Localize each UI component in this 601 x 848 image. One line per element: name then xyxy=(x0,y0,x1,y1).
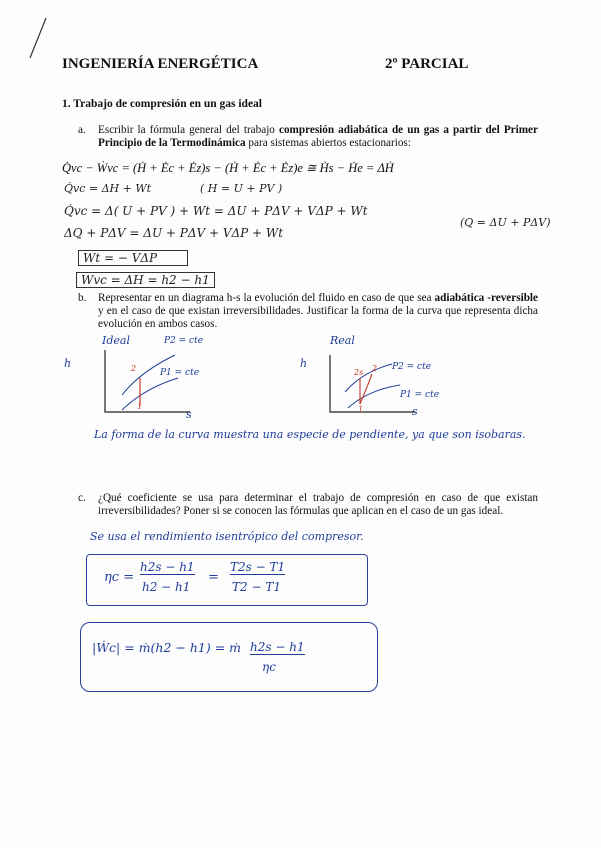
handwriting-c: Se usa el rendimiento isentrópico del compresor. xyxy=(90,530,364,543)
diagram-ideal-point1: 1 xyxy=(137,402,143,411)
question-b-marker: b. xyxy=(78,292,87,304)
eff-num2: T2s − T1 xyxy=(230,560,286,574)
diagram-ideal-point2: 2 xyxy=(131,364,137,373)
work-box xyxy=(80,622,378,692)
exam-title: 2º PARCIAL xyxy=(385,56,469,72)
diagram-ideal-p1: P1 = cte xyxy=(160,368,200,378)
question-c-marker: c. xyxy=(78,492,86,504)
diagram-real-p2: P2 = cte xyxy=(392,362,432,372)
handwriting-a-0: Q̇vc = ΔH + Wt xyxy=(64,182,152,195)
eff-den1: h2 − h1 xyxy=(142,580,191,594)
diagram-real-yaxis: h xyxy=(300,357,308,370)
diagram-ideal-xaxis: s xyxy=(186,408,192,421)
handwriting-b: La forma de la curva muestra una especie de pendiente, ya que son isobaras. xyxy=(94,428,526,441)
eff-eq: = xyxy=(208,570,219,585)
section-title: 1. Trabajo de compresión en un gas ideal xyxy=(62,98,262,110)
handwriting-a-5: Wt = − VΔP xyxy=(78,250,188,266)
handwriting-a-3: (Q = ΔU + PΔV) xyxy=(460,216,551,229)
question-b-text: Representar en un diagrama h-s la evolución del fluido en caso de que sea adiabática -reversible y en el caso de que existan irreversibilidades. Justificar la forma de la curva que representa dicha evolución en ambos casos. xyxy=(98,292,538,330)
question-a-text: Escribir la fórmula general del trabajo compresión adiabática de un gas a partir del Primer Principio de la Termodinámica para sistemas abiertos estacionarios: xyxy=(98,124,538,149)
handwriting-a-4: ΔQ + PΔV = ΔU + PΔV + VΔP + Wt xyxy=(64,226,284,240)
diagram-real-point2: 2 xyxy=(372,364,378,373)
handwriting-a-2: Q̇vc = Δ( U + PV ) + Wt = ΔU + PΔV + VΔP + Wt xyxy=(64,204,368,218)
work-den: ηc xyxy=(262,660,276,674)
eff-num1: h2s − h1 xyxy=(140,560,195,574)
diagram-real-title: Real xyxy=(330,334,355,347)
question-c-text: ¿Qué coeficiente se usa para determinar el trabajo de compresión en caso de que existan irreversibilidades? Poner si se conocen las fórmulas que aplican en el caso de un gas ideal. xyxy=(98,492,538,517)
handwriting-a-6: Wvc = ΔH = h2 − h1 xyxy=(76,272,215,288)
eff-lhs: ηc = xyxy=(104,570,135,585)
diagram-ideal-title: Ideal xyxy=(102,334,130,347)
diagram-real-p1: P1 = cte xyxy=(400,390,440,400)
diagram-ideal-yaxis: h xyxy=(64,357,72,370)
handwriting-a-1: ( H = U + PV ) xyxy=(200,182,283,195)
diagram-ideal-p2: P2 = cte xyxy=(164,336,204,346)
diagram-real-point1: 1 xyxy=(358,405,364,414)
diagram-real-point2s: 2s xyxy=(354,368,364,377)
course-title: INGENIERÍA ENERGÉTICA xyxy=(62,56,259,72)
first-law-formula: Q̇vc − Ẇvc = (Ḣ + Ėc + Ėz)s − (Ḣ + Ėc + Ėz)e ≅ Ḣs − Ḣe = ΔḢ xyxy=(62,161,394,175)
work-lhs: |Ẇc| = ṁ(h2 − h1) = ṁ xyxy=(92,640,241,655)
question-a-marker: a. xyxy=(78,124,86,136)
diagram-real-xaxis: s xyxy=(412,405,418,418)
work-num: h2s − h1 xyxy=(250,640,305,654)
eff-den2: T2 − T1 xyxy=(232,580,281,594)
